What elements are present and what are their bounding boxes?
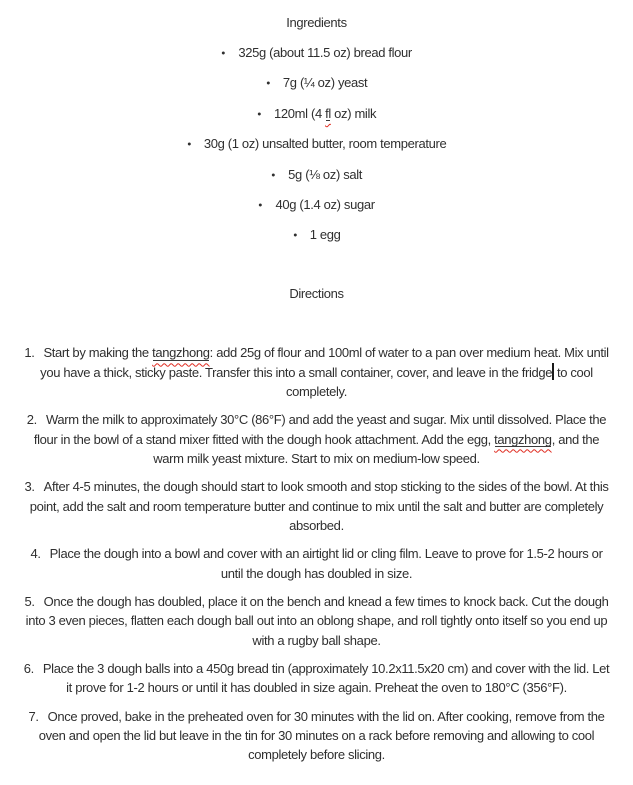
text-run: 1 egg: [309, 227, 341, 243]
list-number: 4.: [30, 546, 41, 562]
text-run: 325g (about 11.5 oz) bread flour: [238, 45, 412, 60]
text-run: Place the 3 dough balls into a 450g bread tin (approximately 10.2x11.5x20 cm) and cover with the lid. Let it prove for 1-2 hours or until it has doubled in size again. Preheat the oven to 180°C (356°F).: [42, 661, 610, 696]
direction-item[interactable]: [21, 659, 612, 697]
ingredient-item[interactable]: [21, 195, 612, 214]
list-number: 7.: [28, 708, 39, 724]
direction-item[interactable]: [21, 343, 612, 401]
bullet-marker: •: [186, 137, 191, 151]
ingredient-item[interactable]: [21, 73, 612, 92]
direction-item[interactable]: [21, 477, 612, 535]
ingredient-item[interactable]: [21, 225, 612, 244]
text-run: : add 25g of flour and 100ml of water to a pan over medium heat. Mix until you have a thick, sticky paste. Transfer this into a small container, cover, and leave in the fridge: [40, 345, 609, 380]
ingredients-list: [21, 43, 612, 244]
list-number: 6.: [23, 661, 34, 677]
misspelled-word[interactable]: fl: [325, 105, 331, 121]
text-run: Once proved, bake in the preheated oven for 30 minutes with the lid on. After cooking, remove from the oven and open the lid but leave in the tin for 30 minutes on a rack before removing and allowing to cool completely before slicing.: [38, 708, 605, 763]
direction-item[interactable]: [21, 592, 612, 650]
bullet-marker: •: [271, 167, 275, 181]
ingredient-item[interactable]: [21, 165, 612, 184]
text-run: 120ml (4: [274, 105, 326, 121]
misspelled-word[interactable]: tangzhong: [494, 431, 552, 447]
list-number: 1.: [24, 345, 35, 361]
directions-heading[interactable]: Directions: [289, 286, 344, 302]
ingredient-item[interactable]: [21, 134, 612, 153]
ingredient-item[interactable]: [21, 104, 612, 123]
ingredients-heading[interactable]: Ingredients: [286, 15, 347, 30]
direction-item[interactable]: [21, 410, 612, 468]
text-run: Once the dough has doubled, place it on the bench and knead a few times to knock back. Cut the dough into 3 even pieces, flatten each dough ball out into an oblong shape, and roll tightly onto itself so you end up with a rugby ball shape.: [25, 594, 609, 648]
text-run: Warm the milk to approximately 30°C (86°F) and add the yeast and sugar. Mix until dissolved. Place the flour in the bowl of a stand mixer fitted with the dough hook attachment. Add the egg,: [33, 412, 607, 447]
text-run: 5g (⅛ oz) salt: [288, 166, 363, 182]
misspelled-word[interactable]: tangzhong: [152, 345, 210, 361]
text-run: Place the dough into a bowl and cover with an airtight lid or cling film. Leave to prove for 1.5-2 hours or until the dough has doubled in size.: [49, 546, 603, 581]
bullet-marker: •: [257, 106, 261, 120]
text-run: After 4-5 minutes, the dough should start to look smooth and stop sticking to the sides of the bowl. At this point, add the salt and room temperature butter and continue to mix until the salt and butter are completely absorbed.: [29, 479, 609, 533]
directions-list: [21, 343, 612, 764]
text-run: oz) milk: [330, 105, 377, 121]
bullet-marker: •: [292, 228, 297, 242]
text-run: 30g (1 oz) unsalted butter, room temperature: [203, 136, 447, 152]
text-run: 7g (¼ oz) yeast: [282, 75, 368, 91]
text-run: Start by making the: [43, 345, 153, 361]
text-run: 40g (1.4 oz) sugar: [275, 196, 375, 212]
text-run: to cool completely.: [286, 364, 593, 399]
list-number: 2.: [26, 412, 37, 428]
list-number: 5.: [24, 594, 35, 610]
ingredient-item[interactable]: [21, 43, 612, 62]
bullet-marker: •: [266, 76, 270, 90]
list-number: 3.: [24, 479, 35, 495]
bullet-marker: •: [221, 46, 225, 59]
direction-item[interactable]: [21, 707, 612, 765]
text-run: , and the warm milk yeast mixture. Start to mix on medium-low speed.: [153, 431, 600, 466]
bullet-marker: •: [258, 198, 263, 211]
direction-item[interactable]: [21, 544, 612, 582]
